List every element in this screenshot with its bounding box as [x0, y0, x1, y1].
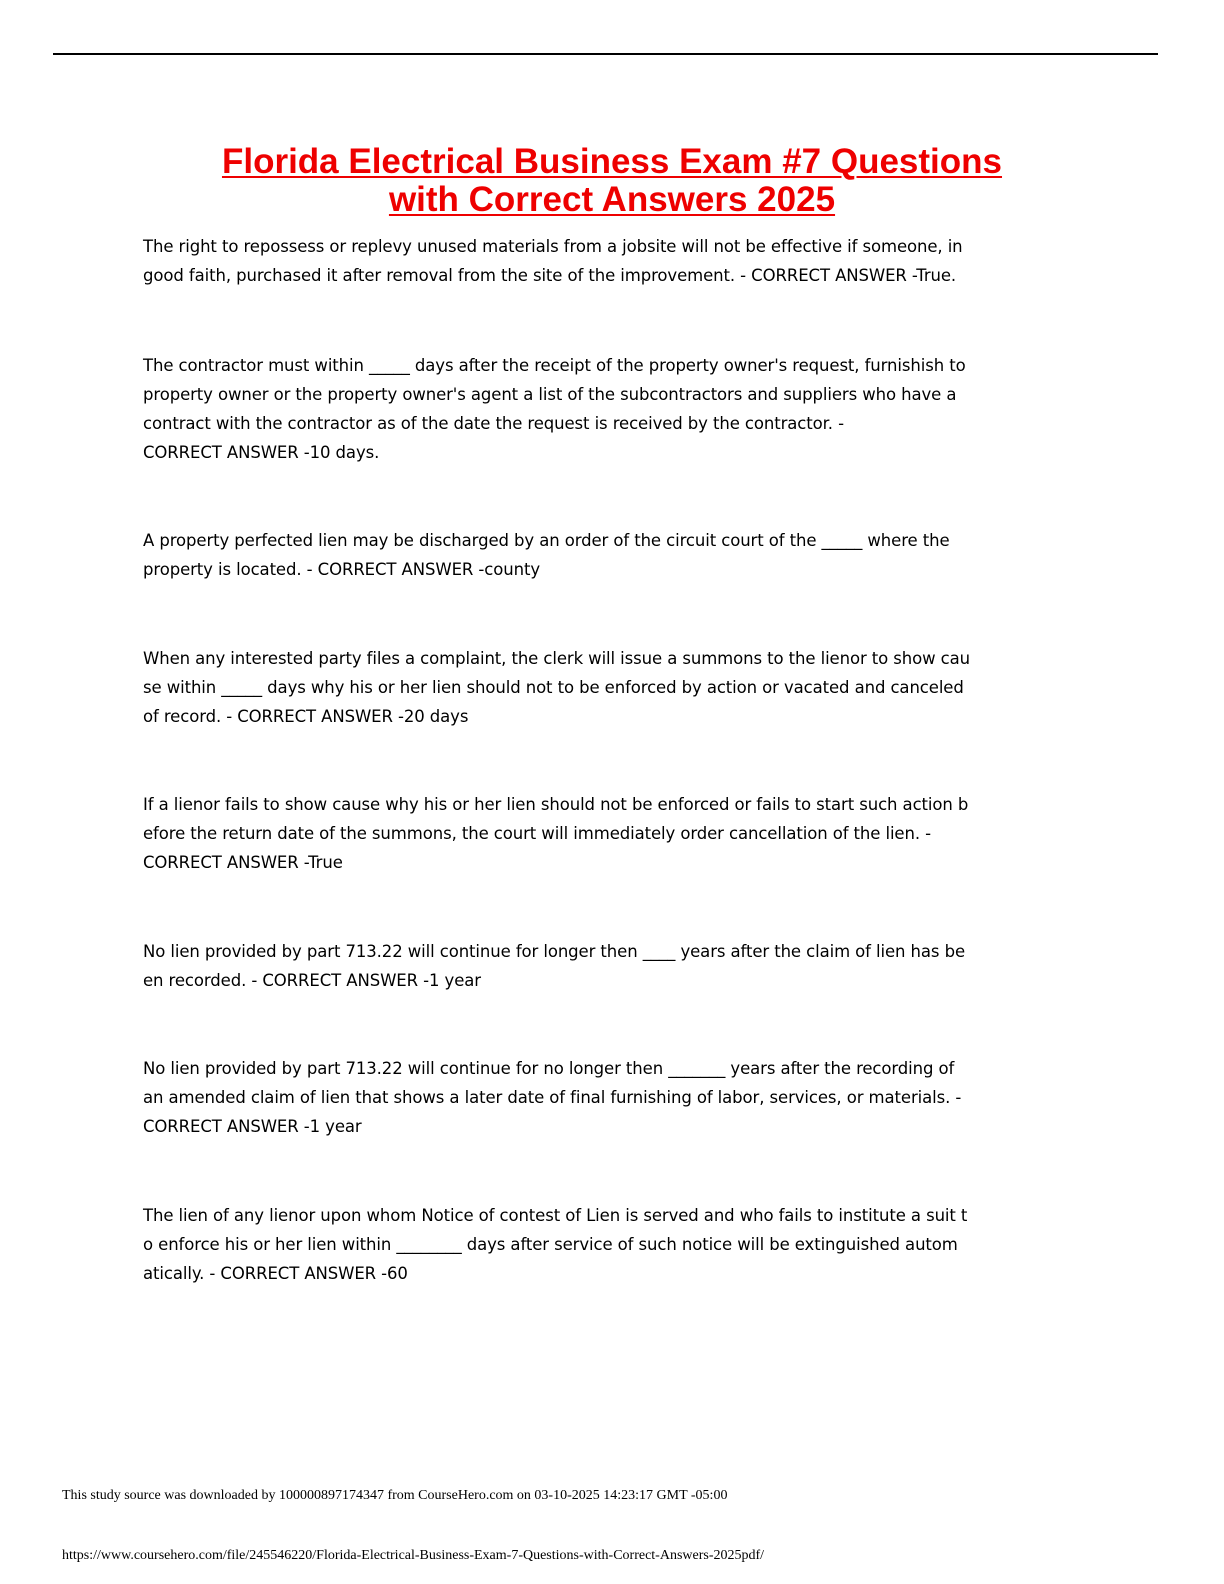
top-rule: [53, 53, 1158, 55]
qa-item-2: The contractor must within _____ days after the receipt of the property owner's request, furnishish to property owner or the property owner's agent a list of the subcontractors and suppliers who have a contract with the contractor as of the date the request is received by the contractor. - CORRECT ANSWER -10 days.: [143, 356, 966, 462]
title-line-2: with Correct Answers 2025: [388, 180, 836, 219]
title-line-1: Florida Electrical Business Exam #7 Questions: [221, 142, 1003, 181]
qa-item-1: The right to repossess or replevy unused materials from a jobsite will not be effective if someone, in good faith, purchased it after removal from the site of the improvement. - CORRECT ANSWER -True.: [143, 237, 963, 285]
qa-item-3: A property perfected lien may be discharged by an order of the circuit court of the _____ where the property is located. - CORRECT ANSWER -county: [143, 531, 950, 579]
footer-url[interactable]: https://www.coursehero.com/file/245546220/Florida-Electrical-Business-Exam-7-Questions-with-Correct-Answers-2025pdf/: [62, 1548, 765, 1563]
qa-item-8: The lien of any lienor upon whom Notice of contest of Lien is served and who fails to institute a suit t o enforce his or her lien within ________ days after service of such notice will be extinguished autom atically. - CORRECT ANSWER -60: [143, 1206, 968, 1283]
footer-source-note: This study source was downloaded by 100000897174347 from CourseHero.com on 03-10-2025 14:23:17 GMT -05:00: [62, 1488, 728, 1503]
qa-item-4: When any interested party files a complaint, the clerk will issue a summons to the lienor to show cau se within _____ days why his or her lien should not to be enforced by action or vacated and canceled of record. - CORRECT ANSWER -20 days: [143, 649, 971, 726]
qa-item-6: No lien provided by part 713.22 will continue for longer then ____ years after the claim of lien has be en recorded. - CORRECT ANSWER -1 year: [143, 942, 965, 990]
qa-item-7: No lien provided by part 713.22 will continue for no longer then _______ years after the recording of an amended claim of lien that shows a later date of final furnishing of labor, services, or materials. - CORRECT ANSWER -1 year: [143, 1059, 962, 1136]
document-title: [130, 143, 1094, 219]
qa-item-5: If a lienor fails to show cause why his or her lien should not be enforced or fails to start such action b efore the return date of the summons, the court will immediately order cancellation of the lien. - CORRECT ANSWER -True: [143, 795, 969, 872]
